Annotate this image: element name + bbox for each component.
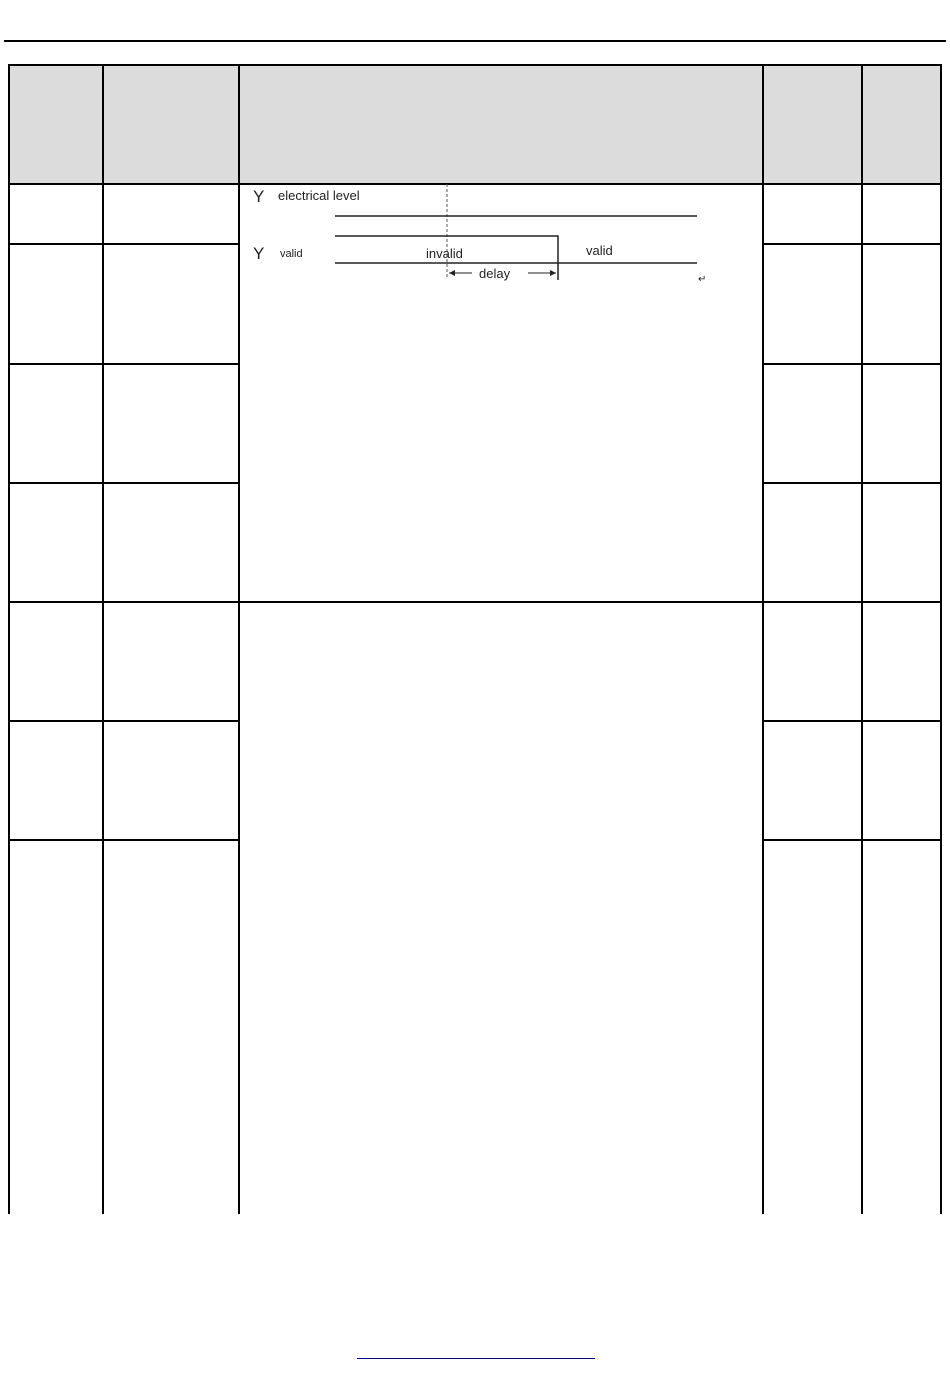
header-cell-5 <box>863 66 940 184</box>
delay-arrowhead-left <box>449 270 455 276</box>
row-border-left-5 <box>8 839 240 841</box>
paragraph-mark: ↵ <box>698 274 707 285</box>
row-border-right-4 <box>762 720 942 722</box>
row-border-right-5 <box>762 839 942 841</box>
row-border-top <box>8 64 942 66</box>
row-border-group <box>8 601 942 603</box>
timing-diagram <box>240 184 762 294</box>
state-invalid-label: invalid <box>426 246 463 261</box>
row-border-right-2 <box>762 363 942 365</box>
column-border-1 <box>8 64 10 1214</box>
column-border-2 <box>102 64 104 1214</box>
row-border-left-4 <box>8 720 240 722</box>
header-cell-2 <box>104 66 238 184</box>
delay-label: delay <box>479 266 511 281</box>
header-cell-4 <box>764 66 861 184</box>
row-border-right-3 <box>762 482 942 484</box>
state-valid-label: valid <box>586 243 613 258</box>
signal-1-symbol: Y <box>253 187 265 206</box>
signal-2-label: valid <box>280 248 303 260</box>
signal-2-symbol: Y <box>253 244 265 263</box>
row-border-left-1 <box>8 243 240 245</box>
header-cell-3 <box>240 66 762 184</box>
header-cell-1 <box>10 66 102 184</box>
row-border-left-3 <box>8 482 240 484</box>
signal-1-label: electrical level <box>278 188 360 203</box>
column-border-4 <box>762 64 764 1214</box>
footer-link[interactable] <box>357 1342 595 1359</box>
column-border-5 <box>861 64 863 1214</box>
column-border-6 <box>940 64 942 1214</box>
row-border-left-2 <box>8 363 240 365</box>
row-border-right-1 <box>762 243 942 245</box>
delay-arrowhead-right <box>550 270 556 276</box>
